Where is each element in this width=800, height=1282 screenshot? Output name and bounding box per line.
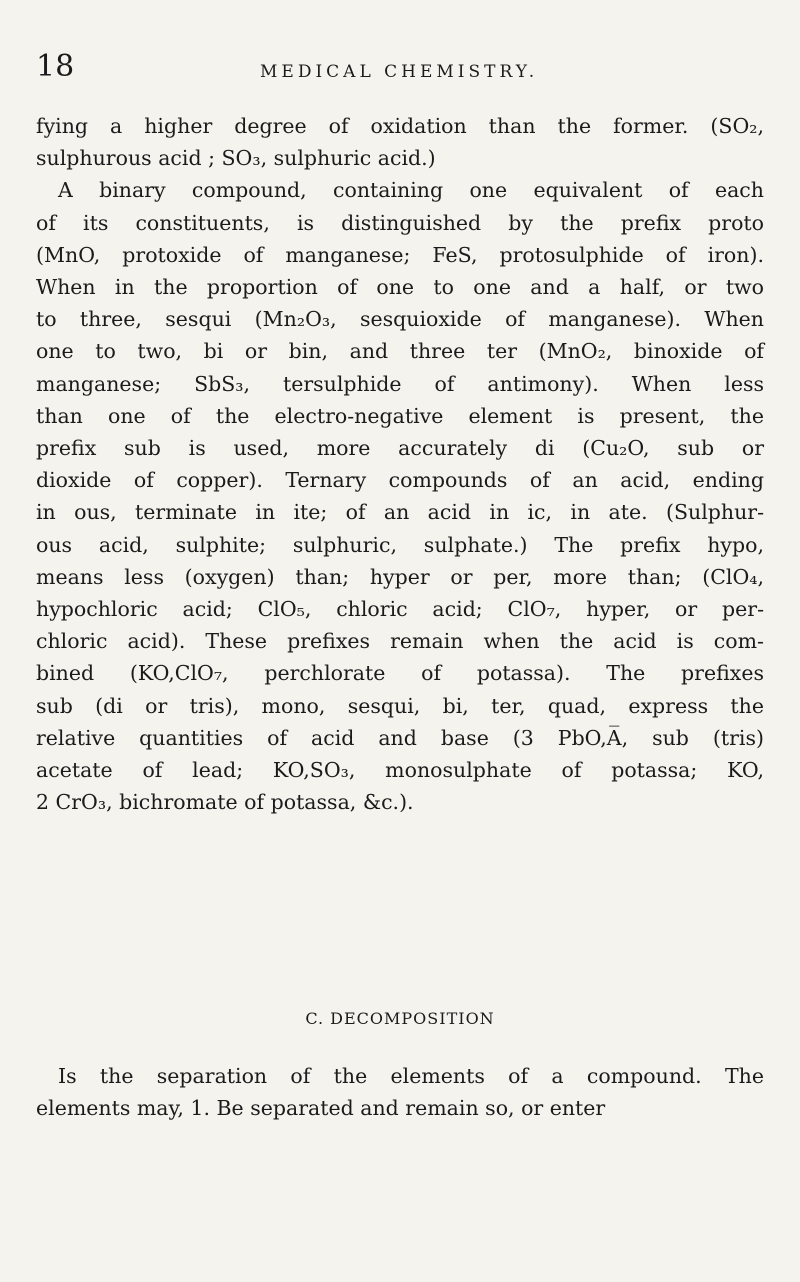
body-text <box>36 110 764 818</box>
page-header <box>36 50 764 90</box>
text-line: dioxide of copper). Ternary compounds of an acid, ending <box>36 468 764 493</box>
text-line: hypochloric acid; ClO₅, chloric acid; ClO₇, hyper, or per- <box>36 597 764 622</box>
paragraph-binary-compounds <box>36 174 764 818</box>
text-line: When in the proportion of one to one and a half, or two <box>36 275 764 300</box>
text-line: to three, sesqui (Mn₂O₃, sesquioxide of manganese). When <box>36 307 764 332</box>
text-line: prefix sub is used, more accurately di (Cu₂O, sub or <box>36 436 764 461</box>
text-line: manganese; SbS₃, tersulphide of antimony). When less <box>36 371 764 396</box>
section-body <box>36 1060 764 1124</box>
text-line: elements may, 1. Be separated and remain so, or enter <box>36 1096 606 1121</box>
paragraph-continuation <box>36 110 764 174</box>
page-number: 18 <box>36 49 75 84</box>
text-line: sub (di or tris), mono, sesqui, bi, ter, quad, express the <box>36 693 764 718</box>
text-line: relative quantities of acid and base (3 PbO,A̅, sub (tris) <box>36 725 764 750</box>
section-heading: C. DECOMPOSITION <box>305 1009 495 1028</box>
text-line: sulphurous acid ; SO₃, sulphuric acid.) <box>36 146 436 171</box>
text-line: bined (KO,ClO₇, perchlorate of potassa). The prefixes <box>36 661 764 686</box>
text-line: ous acid, sulphite; sulphuric, sulphate.) The prefix hypo, <box>36 532 764 557</box>
text-line: 2 CrO₃, bichromate of potassa, &c.). <box>36 790 414 815</box>
text-line: acetate of lead; KO,SO₃, monosulphate of potassa; KO, <box>36 758 764 783</box>
text-line: (MnO, protoxide of manganese; FeS, protosulphide of iron). <box>36 242 764 267</box>
text-line: of its constituents, is distinguished by the prefix proto <box>36 210 764 235</box>
text-line: one to two, bi or bin, and three ter (MnO₂, binoxide of <box>36 339 764 364</box>
running-title: MEDICAL CHEMISTRY. <box>260 62 539 82</box>
text-line: means less (oxygen) than; hyper or per, more than; (ClO₄, <box>36 564 764 589</box>
text-line: chloric acid). These prefixes remain when the acid is com- <box>36 629 764 654</box>
paragraph-decomposition <box>36 1060 764 1124</box>
text-line: in ous, terminate in ite; of an acid in ic, in ate. (Sulphur- <box>36 500 764 525</box>
text-line: A binary compound, containing one equivalent of each <box>58 178 764 203</box>
text-line: than one of the electro-negative element is present, the <box>36 403 764 428</box>
text-line: fying a higher degree of oxidation than the former. (SO₂, <box>36 114 764 138</box>
text-line: Is the separation of the elements of a compound. The <box>58 1064 764 1088</box>
